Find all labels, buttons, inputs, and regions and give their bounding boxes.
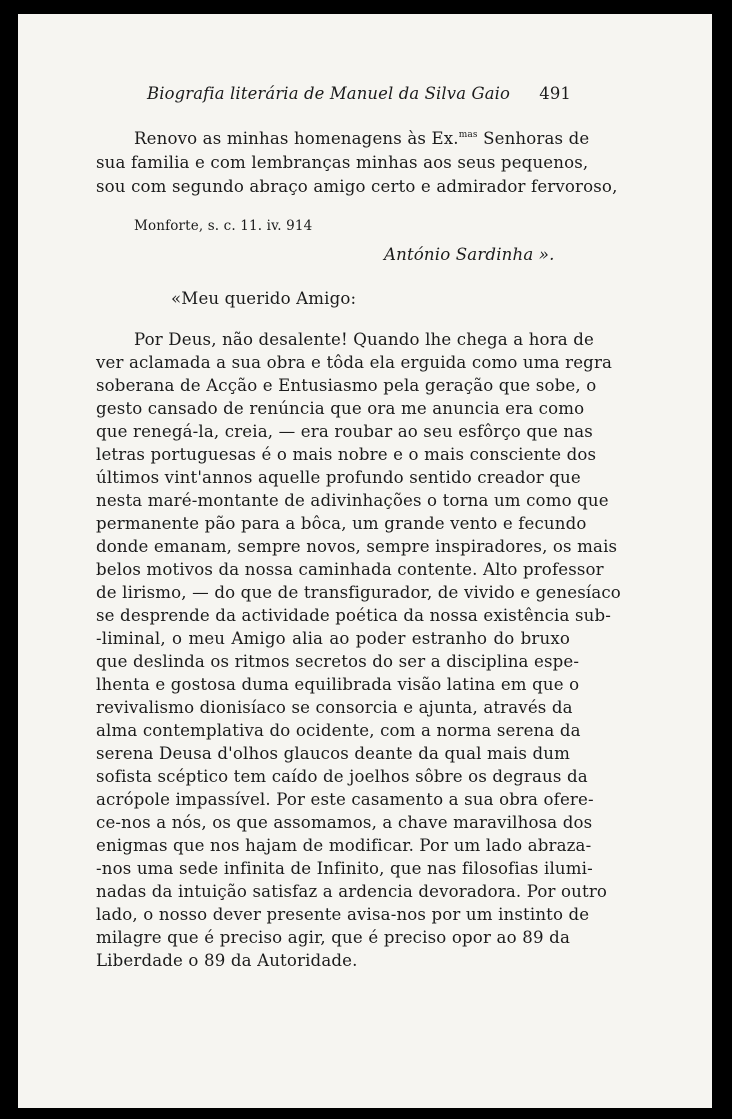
paragraph-line: nadas da intuição satisfaz a ardencia devoradora. Por outro <box>96 882 608 901</box>
running-title: Biografia literária de Manuel da Silva Gaio <box>147 84 511 103</box>
paragraph-line: alma contemplativa do ocidente, com a norma serena da <box>96 721 581 740</box>
paragraph-line: lhenta e gostosa duma equilibrada visão latina em que o <box>96 675 580 694</box>
paragraph-line: lado, o nosso dever presente avisa-nos por um instinto de <box>96 905 590 924</box>
paragraph-line: -liminal, o meu Amigo alia ao poder estranho do bruxo <box>96 629 570 648</box>
paragraph-line: permanente pão para a bôca, um grande vento e fecundo <box>96 514 587 533</box>
paragraph-line: revivalismo dionisíaco se consorcia e ajunta, através da <box>96 698 573 717</box>
paragraph-line: de lirismo, — do que de transfigurador, de vivido e genesíaco <box>96 583 621 602</box>
paragraph-line: milagre que é preciso agir, que é preciso opor ao 89 da <box>96 928 570 947</box>
paragraph-line: enigmas que nos hajam de modificar. Por um lado abraza- <box>96 836 592 855</box>
paragraph-line: se desprende da actividade poética da nossa existência sub- <box>96 606 611 625</box>
paragraph-line: ce-nos a nós, os que assomamos, a chave maravilhosa dos <box>96 813 593 832</box>
paragraph-line: soberana de Acção e Entusiasmo pela geração que sobe, o <box>96 376 597 395</box>
paragraph-line: Por Deus, não desalente! Quando lhe chega a hora de <box>134 330 594 349</box>
paragraph-line: últimos vint'annos aquelle profundo sentido creador que <box>96 468 581 487</box>
superscript-mas: mas <box>458 130 478 140</box>
paragraph-line: gesto cansado de renúncia que ora me anuncia era como <box>96 399 585 418</box>
letter1-line-2: sua familia e com lembranças minhas aos seus pequenos, <box>96 153 589 172</box>
paragraph-line: Liberdade o 89 da Autoridade. <box>96 951 358 970</box>
paragraph-line: serena Deusa d'olhos glaucos deante da qual mais dum <box>96 744 570 763</box>
paragraph-line: que deslinda os ritmos secretos do ser a disciplina espe- <box>96 652 580 671</box>
letter1-line-1: Renovo as minhas homenagens às Ex.$^{mas}$ Senhoras de <box>134 129 590 148</box>
paragraph-line: letras portuguesas é o mais nobre e o mais consciente dos <box>96 445 597 464</box>
page-number: 491 <box>539 84 571 103</box>
paragraph-line: sofista scéptico tem caído de joelhos sôbre os degraus da <box>96 767 588 786</box>
paragraph-line: nesta maré-montante de adivinhações o torna um como que <box>96 491 609 510</box>
paragraph-line: belos motivos da nossa caminhada contente. Alto professor <box>96 560 604 579</box>
dateline: Monforte, s. c. 11. iv. 914 <box>134 218 313 234</box>
paragraph-line: donde emanam, sempre novos, sempre inspiradores, os mais <box>96 537 618 556</box>
paragraph-line: acrópole impassível. Por este casamento a sua obra ofere- <box>96 790 594 809</box>
signature: António Sardinha ». <box>384 245 555 264</box>
letter1-line-3: sou com segundo abraço amigo certo e admirador fervoroso, <box>96 177 618 196</box>
paragraph-line: que renegá-la, creia, — era roubar ao seu esfôrço que nas <box>96 422 593 441</box>
paragraph-line: -nos uma sede infinita de Infinito, que nas filosofias ilumi- <box>96 859 593 878</box>
paragraph-line: ver aclamada a sua obra e tôda ela erguida como uma regra <box>96 353 613 372</box>
salutation: «Meu querido Amigo: <box>171 289 357 308</box>
